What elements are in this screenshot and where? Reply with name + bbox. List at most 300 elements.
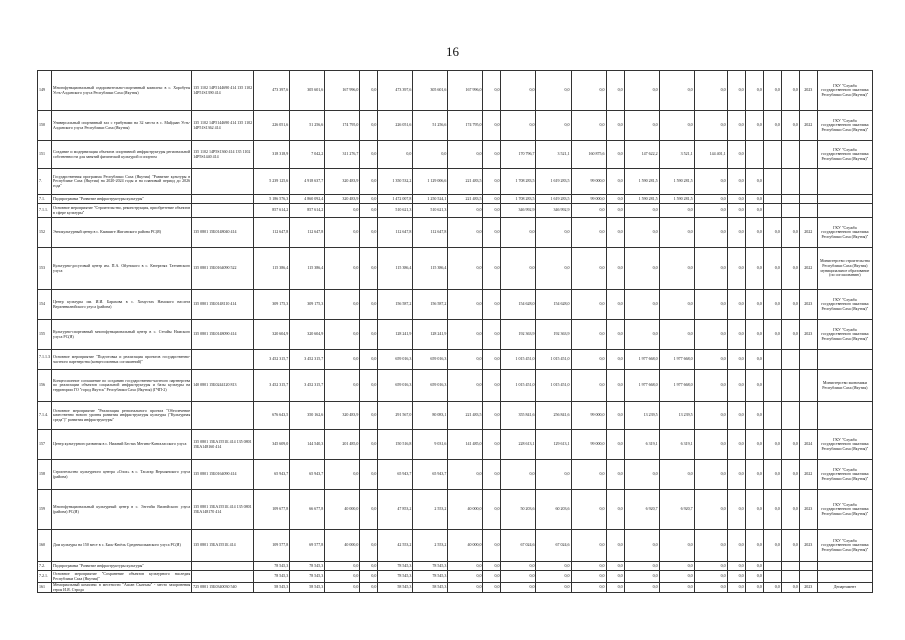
row-value-cell: 2023 (799, 320, 817, 350)
row-value-cell: 0,0 (483, 290, 501, 320)
row-value-cell: 346 992,9 (501, 204, 536, 218)
row-value-cell: 0,0 (360, 204, 378, 218)
table-row (38, 204, 873, 218)
row-name: Культурно-спортивный многофункциональный центр в с. Сттайы Намского улуса РС(Я) (52, 320, 192, 350)
row-value-cell: 0,0 (448, 141, 483, 169)
row-value-cell: 115 386,4 (413, 248, 448, 290)
row-name: Строительство культурного центра «Олох» в с. Тасагар Верхоянского улуса (района) (52, 460, 192, 490)
row-value-cell: 0,0 (659, 204, 694, 218)
row-value-cell: 7 042,2 (290, 141, 325, 169)
row-value-cell: 0,0 (325, 583, 360, 593)
row-value-cell: 0,0 (448, 218, 483, 248)
row-value-cell: 676 643,5 (254, 402, 290, 430)
row-value-cell: 659 016,3 (413, 350, 448, 370)
row-value-cell: 0,0 (360, 402, 378, 430)
row-id: 155 (38, 320, 52, 350)
row-name: Центр культуры им. И.И. Барахова в с. Хомустах Намского наслега Верхневилюйского улуса (района) (52, 290, 192, 320)
row-value-cell: 0,0 (606, 430, 624, 460)
row-value-cell: 473 397,6 (254, 71, 290, 111)
row-value-cell: 0,0 (325, 218, 360, 248)
row-name: Основное мероприятие "Подготовка и реализация проектов государственно-частного партнерства (концессионных соглашений)" (52, 350, 192, 370)
row-value-cell: 0,0 (659, 111, 694, 141)
row-value-cell: 0,0 (571, 71, 606, 111)
row-value-cell: 0,0 (606, 370, 624, 402)
row-value-cell: 0,0 (694, 204, 727, 218)
row-value-cell: 0,0 (448, 290, 483, 320)
row-value-cell: 112 647,8 (378, 218, 413, 248)
row-value-cell (799, 350, 817, 370)
row-value-cell: 510 621,3 (413, 204, 448, 218)
row-value-cell (745, 141, 763, 169)
row-id: 7. (38, 169, 52, 195)
row-value-cell: 0,0 (606, 350, 624, 370)
row-value-cell: 0,0 (745, 430, 763, 460)
row-value-cell: 3 521,1 (659, 141, 694, 169)
row-value-cell: 0,0 (483, 530, 501, 562)
row-value-cell: 156 587,2 (413, 290, 448, 320)
row-name: Этнокультурный центр в с. Камшиге Жиганского района РС(Я) (52, 218, 192, 248)
row-value-cell: 2 553,2 (413, 490, 448, 530)
row-value-cell: 154 628,0 (536, 290, 571, 320)
row-value-cell: 0,0 (606, 111, 624, 141)
row-value-cell: 346 992,9 (536, 204, 571, 218)
row-value-cell: 221 483,5 (448, 169, 483, 195)
row-id: 161 (38, 583, 52, 593)
row-value-cell: 69 577,8 (290, 530, 325, 562)
row-value-cell: 0,0 (763, 290, 781, 320)
row-value-cell: 857 614,2 (254, 204, 290, 218)
row-value-cell: 0,0 (536, 571, 571, 583)
row-value-cell: 0,0 (360, 350, 378, 370)
row-value-cell: 0,0 (694, 370, 727, 402)
row-value-cell: 141 485,0 (448, 430, 483, 460)
row-value-cell: 1 977 668,0 (624, 370, 659, 402)
row-value-cell: 320 483,9 (325, 169, 360, 195)
table-row (38, 430, 873, 460)
row-value-cell: 1 590 281,5 (659, 195, 694, 204)
row-value-cell: 0,0 (745, 530, 763, 562)
row-value-cell: 0,0 (571, 320, 606, 350)
row-value-cell: 47 853,2 (378, 490, 413, 530)
row-id: 7.1.1. (38, 204, 52, 218)
row-value-cell: 0,0 (745, 169, 763, 195)
row-value-cell: 0,0 (448, 204, 483, 218)
table-row (38, 290, 873, 320)
row-value-cell: 1 250 524,1 (413, 195, 448, 204)
row-customer (817, 169, 872, 195)
row-value-cell: 320 604,9 (290, 320, 325, 350)
row-customer: ГКУ "Служба государственного заказчика Республики Саха (Якутия)" (817, 71, 872, 111)
row-value-cell: 0,0 (606, 195, 624, 204)
row-value-cell: 3 452 315,7 (254, 370, 290, 402)
row-value-cell: 0,0 (781, 218, 799, 248)
row-value-cell: 1 977 668,0 (659, 350, 694, 370)
row-value-cell: 0,0 (571, 290, 606, 320)
row-budget-code: 135 0801 15БА1551Б 414 135 0801 15БА148170 414 (192, 490, 254, 530)
row-value-cell: 0,0 (694, 460, 727, 490)
row-value-cell: 0,0 (659, 218, 694, 248)
row-value-cell: 0,0 (536, 248, 571, 290)
row-value-cell (763, 370, 781, 402)
row-budget-code: 135 1102 14Р5S1360 414 135 1102 14Р5S1440 414 (192, 141, 254, 169)
row-value-cell: 0,0 (694, 248, 727, 290)
row-value-cell: 65 943,7 (290, 460, 325, 490)
investment-table (37, 70, 873, 593)
row-value-cell: 0,0 (360, 111, 378, 141)
row-customer: ГКУ "Служба государственного заказчика Республики Саха (Якутия)" (817, 530, 872, 562)
row-customer (817, 562, 872, 571)
row-id: 7.2. (38, 562, 52, 571)
table-row (38, 370, 873, 402)
row-value-cell: 0,0 (571, 350, 606, 370)
row-value-cell: 0,0 (694, 218, 727, 248)
row-value-cell: 0,0 (763, 320, 781, 350)
row-value-cell: 78 545,3 (378, 562, 413, 571)
row-value-cell: 309 175,3 (254, 290, 290, 320)
row-value-cell (799, 370, 817, 402)
row-value-cell: 0,0 (483, 402, 501, 430)
row-value-cell (763, 571, 781, 583)
row-value-cell: 1 977 668,0 (659, 370, 694, 402)
row-value-cell: 147 622,2 (624, 141, 659, 169)
row-value-cell: 6 319,1 (624, 430, 659, 460)
row-value-cell: 0,0 (745, 583, 763, 593)
row-value-cell: 0,0 (694, 530, 727, 562)
row-value-cell: 0,0 (659, 460, 694, 490)
row-value-cell: 0,0 (694, 320, 727, 350)
row-value-cell: 112 647,8 (254, 218, 290, 248)
table-row (38, 460, 873, 490)
row-value-cell: 2023 (799, 583, 817, 593)
row-value-cell: 40 000,0 (325, 530, 360, 562)
row-id: 7.1. (38, 195, 52, 204)
row-value-cell: 2023 (799, 490, 817, 530)
row-value-cell: 99 000,0 (571, 430, 606, 460)
row-value-cell: 659 016,3 (378, 350, 413, 370)
row-value-cell: 0,0 (360, 320, 378, 350)
row-value-cell: 0,0 (483, 320, 501, 350)
row-value-cell: 0,0 (360, 460, 378, 490)
row-budget-code (192, 169, 254, 195)
row-value-cell (781, 571, 799, 583)
row-value-cell: 0,0 (727, 290, 745, 320)
row-customer (817, 195, 872, 204)
row-value-cell: 0,0 (727, 430, 745, 460)
row-value-cell: 154 628,0 (501, 290, 536, 320)
row-value-cell: 0,0 (483, 204, 501, 218)
row-id: 156 (38, 370, 52, 402)
row-value-cell: 2022 (799, 248, 817, 290)
row-value-cell: 0,0 (694, 169, 727, 195)
row-value-cell: 0,0 (745, 350, 763, 370)
row-value-cell: 3 452 315,7 (290, 350, 325, 370)
row-value-cell: 0,0 (624, 204, 659, 218)
row-value-cell: 0,0 (360, 562, 378, 571)
row-value-cell: 226 051,6 (378, 111, 413, 141)
row-id: 158 (38, 460, 52, 490)
row-value-cell: 318 318,9 (254, 141, 290, 169)
table-row (38, 71, 873, 111)
row-value-cell (781, 402, 799, 430)
row-id: 160 (38, 530, 52, 562)
row-value-cell: 0,0 (483, 460, 501, 490)
row-value-cell: 0,0 (536, 460, 571, 490)
row-value-cell: 0,0 (448, 571, 483, 583)
row-name: Подпрограмма "Развитие инфраструктуры культуры" (52, 195, 192, 204)
row-value-cell: 58 545,3 (254, 583, 290, 593)
row-value-cell: 40 000,0 (448, 530, 483, 562)
row-value-cell (763, 350, 781, 370)
row-value-cell: 0,0 (624, 562, 659, 571)
row-value-cell: 0,0 (745, 290, 763, 320)
row-value-cell: 291 567,0 (378, 402, 413, 430)
row-value-cell: 1 590 281,5 (624, 195, 659, 204)
row-value-cell: 1 590 281,5 (624, 169, 659, 195)
row-value-cell: 6 319,1 (659, 430, 694, 460)
row-value-cell: 1 619 283,5 (536, 169, 571, 195)
row-value-cell: 0,0 (763, 71, 781, 111)
row-value-cell: 350 162,6 (290, 402, 325, 430)
row-value-cell: 1 708 283,5 (501, 195, 536, 204)
row-value-cell: 0,0 (501, 562, 536, 571)
row-budget-code: 135 1102 14Р5144690 414 135 1102 14Р51S1362 414 (192, 111, 254, 141)
row-value-cell: 6 920,7 (659, 490, 694, 530)
row-value-cell (799, 571, 817, 583)
row-value-cell: 65 943,7 (413, 460, 448, 490)
row-value-cell: 0,0 (501, 460, 536, 490)
row-value-cell: 67 024,6 (501, 530, 536, 562)
row-value-cell: 58 545,3 (413, 583, 448, 593)
row-value-cell: 1 015 451,0 (501, 370, 536, 402)
row-value-cell: 226 051,6 (254, 111, 290, 141)
row-value-cell: 0,0 (745, 460, 763, 490)
row-value-cell: 0,0 (501, 111, 536, 141)
row-value-cell: 0,0 (727, 195, 745, 204)
row-value-cell: 0,0 (606, 204, 624, 218)
row-name: Основное мероприятие "Сохранение объектов культурного наследия Республики Саха (Якутия)" (53, 570, 191, 581)
row-value-cell: 0,0 (448, 350, 483, 370)
row-value-cell: 0,0 (325, 320, 360, 350)
row-customer: ГКУ "Служба государственного заказчика Республики Саха (Якутия)" (817, 460, 872, 490)
row-value-cell (781, 141, 799, 169)
row-value-cell: 3 452 315,7 (290, 370, 325, 402)
row-value-cell: 0,0 (763, 583, 781, 593)
row-budget-code (192, 402, 254, 430)
row-value-cell (781, 562, 799, 571)
row-value-cell: 0,0 (571, 562, 606, 571)
row-value-cell (799, 195, 817, 204)
row-budget-code: 135 0801 15Б0148110 414 (192, 290, 254, 320)
row-value-cell: 0,0 (659, 248, 694, 290)
row-value-cell: 0,0 (694, 562, 727, 571)
row-value-cell: 1 350 532,2 (378, 169, 413, 195)
row-value-cell: 1 015 451,0 (501, 350, 536, 370)
row-value-cell: 0,0 (659, 571, 694, 583)
row-value-cell: 0,0 (606, 290, 624, 320)
row-value-cell: 0,0 (624, 571, 659, 583)
row-value-cell: 174 795,0 (448, 111, 483, 141)
row-value-cell (799, 204, 817, 218)
row-customer (817, 350, 872, 370)
row-value-cell: 115 386,4 (254, 248, 290, 290)
row-value-cell: 0,0 (606, 320, 624, 350)
row-value-cell: 78 545,3 (254, 571, 290, 583)
row-value-cell: 66 677,8 (290, 490, 325, 530)
row-value-cell: 0,0 (360, 370, 378, 402)
row-value-cell: 0,0 (448, 562, 483, 571)
row-value-cell: 65 943,7 (254, 460, 290, 490)
row-value-cell: 4 860 092,4 (290, 195, 325, 204)
row-value-cell (763, 204, 781, 218)
table-row (38, 195, 873, 204)
row-value-cell: 0,0 (606, 562, 624, 571)
row-value-cell: 0,0 (536, 218, 571, 248)
row-name: Многофункциональный культурный центр в с. Элгеэйи Вилюйского улуса (района) РС(Я) (52, 490, 192, 530)
row-value-cell: 2023 (799, 71, 817, 111)
row-value-cell: 0,0 (360, 248, 378, 290)
row-value-cell: 0,0 (606, 583, 624, 593)
row-value-cell: 0,0 (448, 583, 483, 593)
row-value-cell: 0,0 (360, 571, 378, 583)
table-row (38, 218, 873, 248)
row-budget-code: 725 0801 15Б0340030 540 (192, 583, 254, 593)
row-value-cell: 0,0 (360, 530, 378, 562)
row-customer: ГКУ "Служба государственного заказчика Республики Саха (Якутия)" (817, 320, 872, 350)
row-budget-code: 135 0801 15Б0164090 414 (192, 460, 254, 490)
row-value-cell: 0,0 (606, 571, 624, 583)
row-value-cell: 170 796,7 (501, 141, 536, 169)
table-row (38, 402, 873, 430)
row-value-cell: 0,0 (360, 290, 378, 320)
row-value-cell: 0,0 (571, 248, 606, 290)
row-value-cell: 0,0 (624, 460, 659, 490)
row-value-cell: 0,0 (624, 218, 659, 248)
row-value-cell: 0,0 (745, 402, 763, 430)
row-id: 151 (38, 141, 52, 169)
row-value-cell: 0,0 (606, 402, 624, 430)
row-value-cell: 0,0 (624, 583, 659, 593)
row-value-cell: 51 256,6 (290, 111, 325, 141)
row-value-cell: 0,0 (448, 320, 483, 350)
row-value-cell: 1 015 451,0 (536, 350, 571, 370)
row-value-cell: 311 276,7 (325, 141, 360, 169)
row-value-cell: 0,0 (325, 571, 360, 583)
row-value-cell: 0,0 (501, 248, 536, 290)
row-value-cell: 0,0 (727, 320, 745, 350)
row-value-cell: 0,0 (745, 320, 763, 350)
row-value-cell: 0,0 (483, 111, 501, 141)
row-customer: ГКУ "Служба государственного заказчика Республики Саха (Якутия)" (817, 218, 872, 248)
row-value-cell: 109 577,8 (254, 530, 290, 562)
row-value-cell: 0,0 (781, 530, 799, 562)
table-row (38, 111, 873, 141)
row-value-cell: 0,0 (571, 370, 606, 402)
row-value-cell: 0,0 (325, 290, 360, 320)
table-row (38, 571, 873, 583)
row-value-cell: 0,0 (606, 248, 624, 290)
row-value-cell: 0,0 (378, 141, 413, 169)
row-value-cell: 0,0 (624, 320, 659, 350)
row-id: 149 (38, 71, 52, 111)
row-value-cell: 78 545,3 (254, 562, 290, 571)
row-value-cell (763, 195, 781, 204)
row-value-cell: 0,0 (763, 530, 781, 562)
row-value-cell (763, 169, 781, 195)
row-value-cell: 167 996,0 (325, 71, 360, 111)
row-value-cell: 0,0 (606, 530, 624, 562)
row-value-cell: 857 614,2 (290, 204, 325, 218)
table-row (38, 169, 873, 195)
row-value-cell: 0,0 (781, 583, 799, 593)
row-value-cell: 0,0 (501, 71, 536, 111)
row-budget-code (192, 571, 254, 583)
row-id: 157 (38, 430, 52, 460)
row-value-cell: 0,0 (763, 490, 781, 530)
row-value-cell: 60 203,6 (536, 490, 571, 530)
row-value-cell: 192 363,9 (536, 320, 571, 350)
row-value-cell: 256 841,6 (536, 402, 571, 430)
row-value-cell: 2022 (799, 460, 817, 490)
row-value-cell (781, 350, 799, 370)
row-value-cell (799, 169, 817, 195)
row-budget-code: 135 0801 15БА1551Б 414 (192, 530, 254, 562)
row-value-cell: 0,0 (606, 71, 624, 111)
row-value-cell: 78 545,3 (378, 571, 413, 583)
row-value-cell: 144 401,1 (694, 141, 727, 169)
row-value-cell: 0,0 (694, 402, 727, 430)
row-value-cell: 0,0 (624, 111, 659, 141)
row-value-cell: 0,0 (745, 218, 763, 248)
row-value-cell: 0,0 (727, 562, 745, 571)
row-value-cell: 1 977 668,0 (624, 350, 659, 370)
row-value-cell: 0,0 (571, 530, 606, 562)
row-value-cell (799, 141, 817, 169)
row-value-cell: 0,0 (448, 460, 483, 490)
row-value-cell (799, 402, 817, 430)
row-budget-code: 135 0801 15Б0164090 522 (192, 248, 254, 290)
row-value-cell: 0,0 (763, 218, 781, 248)
row-value-cell: 13 239,5 (624, 402, 659, 430)
row-budget-code (192, 204, 254, 218)
row-value-cell: 0,0 (501, 583, 536, 593)
row-value-cell: 0,0 (694, 71, 727, 111)
row-value-cell (763, 562, 781, 571)
row-id: 159 (38, 490, 52, 530)
row-name: Культурно-досуговый центр им. П.А. Ойунского в с. Кюерелях Таттинского улуса (52, 248, 192, 290)
row-value-cell: 0,0 (571, 111, 606, 141)
row-value-cell: 99 000,0 (571, 169, 606, 195)
row-budget-code (192, 562, 254, 571)
row-value-cell: 0,0 (763, 111, 781, 141)
row-value-cell: 109 677,8 (254, 490, 290, 530)
row-value-cell: 0,0 (360, 169, 378, 195)
row-value-cell: 58 545,3 (290, 583, 325, 593)
row-value-cell: 2023 (799, 530, 817, 562)
row-value-cell: 80 083,1 (413, 402, 448, 430)
row-value-cell: 0,0 (727, 571, 745, 583)
row-value-cell: 0,0 (483, 571, 501, 583)
row-customer: ГКУ "Служба государственного заказчика Республики Саха (Якутия)" (817, 111, 872, 141)
row-value-cell: 305 601,6 (413, 71, 448, 111)
row-value-cell: 0,0 (360, 583, 378, 593)
row-value-cell: 0,0 (694, 290, 727, 320)
row-id: 7.1.4. (38, 402, 52, 430)
row-value-cell: 0,0 (571, 460, 606, 490)
row-value-cell: 0,0 (606, 141, 624, 169)
row-value-cell: 115 386,4 (290, 248, 325, 290)
row-value-cell: 0,0 (536, 111, 571, 141)
row-customer: ГКУ "Служба государственного заказчика Республики Саха (Якутия)" (817, 490, 872, 530)
